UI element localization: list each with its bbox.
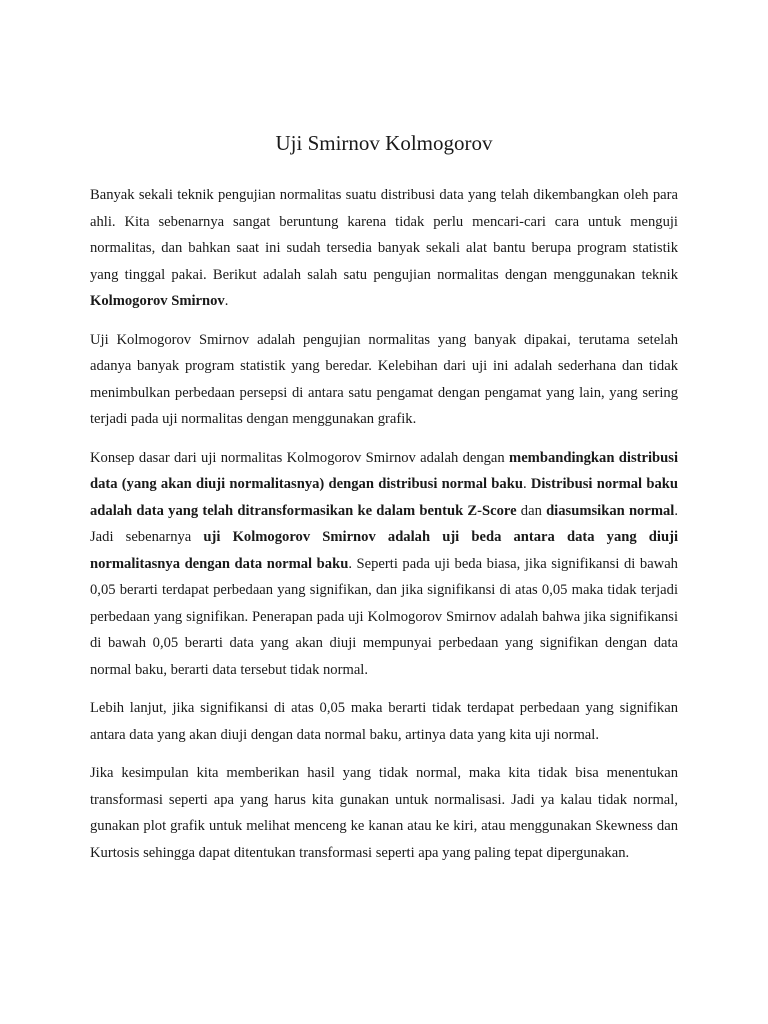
paragraph-3-bold-1: membandingkan distribusi data (yang akan diuji normalitasnya) dengan distribusi normal baku	[90, 449, 678, 492]
paragraph-3-text-2: .	[522, 476, 531, 492]
paragraph-1-text-2: .	[224, 293, 229, 309]
paragraph-3-bold-2: Distribusi normal baku adalah data yang telah ditransformasikan ke dalam bentuk Z-Score	[90, 476, 678, 519]
paragraph-3-text-4: . Jadi sebenarnya	[90, 502, 678, 545]
paragraph-3-bold-3: diasumsikan normal	[546, 502, 675, 519]
paragraph-3-text-5: . Seperti pada uji beda biasa, jika signifikansi di bawah 0,05 berarti terdapat perbedaan yang signifikan, dan jika signifikansi di atas 0,05 maka tidak terjadi perbedaan yang signifikan. Penerapan pada uji Kolmogorov Smirnov adalah bahwa jika signifikansi di bawah 0,05 berarti data yang akan diuji mempunyai perbedaan yang signifikan dengan data normal baku, berarti data tersebut tidak normal.	[90, 555, 678, 678]
paragraph-3	[90, 445, 678, 684]
paragraph-4-text-1: Lebih lanjut, jika signifikansi di atas 0,05 maka berarti tidak terdapat perbedaan yang signifikan antara data yang akan diuji dengan data normal baku, artinya data yang kita uji normal.	[90, 700, 678, 743]
paragraph-3-text-1: Konsep dasar dari uji normalitas Kolmogorov Smirnov adalah dengan	[90, 449, 510, 466]
paragraph-1-bold-1: Kolmogorov Smirnov	[90, 293, 225, 309]
paragraph-3-bold-4: uji Kolmogorov Smirnov adalah uji beda antara data yang diuji normalitasnya dengan data normal baku	[90, 529, 678, 572]
paragraph-3-text-3: dan	[516, 502, 547, 519]
paragraph-1-text-1: Banyak sekali teknik pengujian normalitas suatu distribusi data yang telah dikembangkan oleh para ahli. Kita sebenarnya sangat beruntung karena tidak perlu mencari-cari cara untuk menguji normalitas, dan bahkan saat ini sudah tersedia banyak sekali alat bantu berupa program statistik yang tinggal pakai. Berikut adalah salah satu pengujian normalitas dengan menggunakan teknik	[90, 187, 678, 283]
paragraph-5-text-1: Jika kesimpulan kita memberikan hasil yang tidak normal, maka kita tidak bisa menentukan transformasi seperti apa yang harus kita gunakan untuk normalisasi. Jadi ya kalau tidak normal, gunakan plot grafik untuk melihat menceng ke kanan atau ke kiri, atau menggunakan Skewness dan Kurtosis sehingga dapat ditentukan transformasi seperti apa yang paling tepat dipergunakan.	[90, 765, 678, 861]
paragraph-2	[90, 327, 678, 433]
document-title: Uji Smirnov Kolmogorov	[275, 131, 493, 155]
paragraph-5	[90, 760, 678, 866]
document-page	[90, 128, 678, 878]
paragraph-1	[90, 182, 678, 315]
paragraph-4	[90, 695, 678, 748]
paragraph-2-text-1: Uji Kolmogorov Smirnov adalah pengujian normalitas yang banyak dipakai, terutama setelah adanya banyak program statistik yang beredar. Kelebihan dari uji ini adalah sederhana dan tidak menimbulkan perbedaan persepsi di antara satu pengamat dengan pengamat yang lain, yang sering terjadi pada uji normalitas dengan menggunakan grafik.	[90, 331, 678, 427]
